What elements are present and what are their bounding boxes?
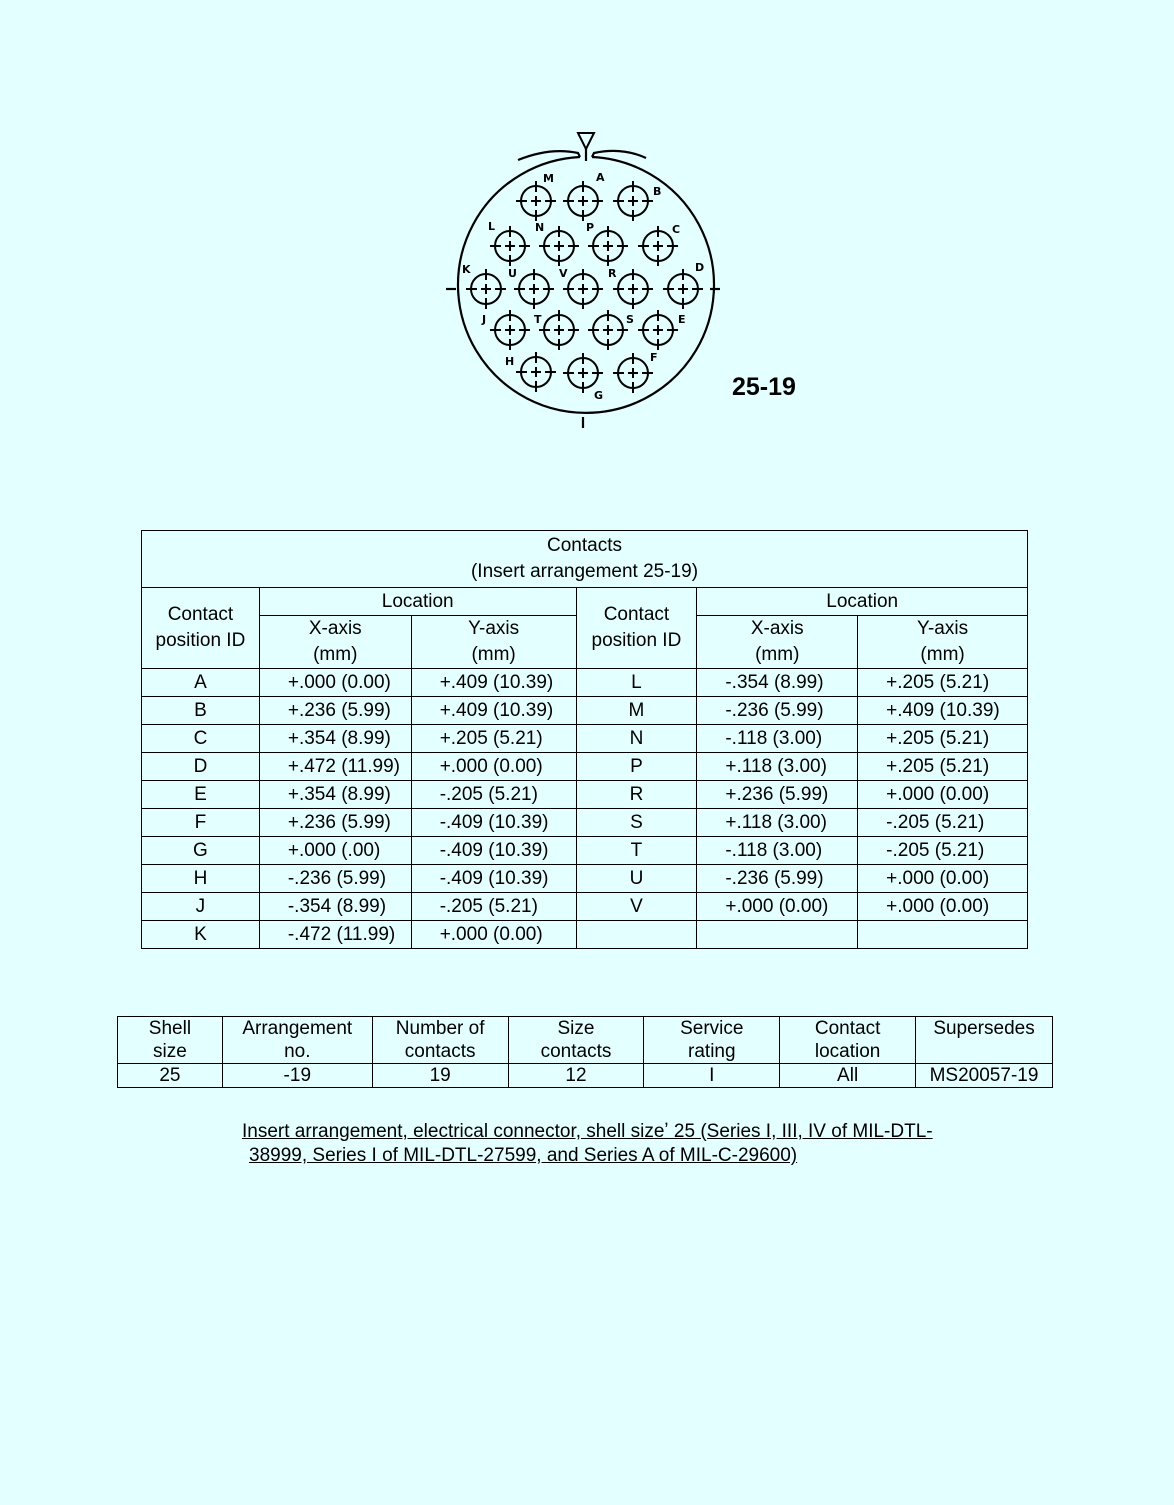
header-contact-position-id: Contact position ID <box>142 588 260 669</box>
contact-id: H <box>142 865 260 893</box>
shell-header-cell: Number of contacts <box>372 1017 508 1064</box>
contact-pin-l <box>490 226 530 266</box>
y-value: -.205 (5.21) <box>411 893 576 921</box>
contacts-location-table <box>141 530 1028 949</box>
y-value-2: +.000 (0.00) <box>858 893 1028 921</box>
y-value-2: +.205 (5.21) <box>858 753 1028 781</box>
contacts-table-title: Contacts (Insert arrangement 25-19) <box>142 531 1028 588</box>
y-value: +.409 (10.39) <box>411 669 576 697</box>
shell-value-cell: I <box>644 1064 780 1088</box>
contact-id-2: R <box>576 781 697 809</box>
contact-pin-j <box>490 310 530 350</box>
contact-pin-e <box>638 310 678 350</box>
contact-pin-g <box>563 353 603 393</box>
x-value-2 <box>697 921 858 949</box>
x-value-2: +.118 (3.00) <box>697 753 858 781</box>
shell-summary-table <box>117 1016 1053 1088</box>
pin-label-m: M <box>543 172 554 185</box>
x-value-2: -.354 (8.99) <box>697 669 858 697</box>
y-value: -.409 (10.39) <box>411 865 576 893</box>
table-row <box>142 809 1028 837</box>
table-row <box>142 669 1028 697</box>
shell-header-cell: Shell size <box>118 1017 223 1064</box>
contact-id-2: T <box>576 837 697 865</box>
y-value: +.205 (5.21) <box>411 725 576 753</box>
x-value-2: +.118 (3.00) <box>697 809 858 837</box>
contact-id-2: S <box>576 809 697 837</box>
x-value: -.354 (8.99) <box>259 893 411 921</box>
x-value: -.472 (11.99) <box>259 921 411 949</box>
y-value: -.409 (10.39) <box>411 809 576 837</box>
table-row <box>142 865 1028 893</box>
shell-header-cell: Arrangement no. <box>222 1017 372 1064</box>
x-value-2: -.236 (5.99) <box>697 865 858 893</box>
x-value: +.000 (.00) <box>259 837 411 865</box>
pin-label-k: K <box>462 263 471 276</box>
shell-header-cell: Service rating <box>644 1017 780 1064</box>
figure-caption <box>242 1120 1002 1168</box>
arrangement-label: 25-19 <box>732 373 796 401</box>
y-value-2: +.205 (5.21) <box>858 725 1028 753</box>
contact-id: B <box>142 697 260 725</box>
y-value-2: -.205 (5.21) <box>858 837 1028 865</box>
x-value-2: -.118 (3.00) <box>697 837 858 865</box>
contact-id-2: P <box>576 753 697 781</box>
y-value-2: +.000 (0.00) <box>858 781 1028 809</box>
table-row <box>142 725 1028 753</box>
header-y-axis: Y-axis (mm) <box>411 616 576 669</box>
contact-pin-r <box>613 269 653 309</box>
pin-label-l: L <box>488 220 496 233</box>
y-value-2: -.205 (5.21) <box>858 809 1028 837</box>
header-x-axis-2: X-axis (mm) <box>697 616 858 669</box>
pin-label-r: R <box>608 267 617 280</box>
contact-pin-b <box>613 181 653 221</box>
contact-pin-d <box>663 269 703 309</box>
pin-label-g: G <box>594 389 604 402</box>
x-value: -.236 (5.99) <box>259 865 411 893</box>
contact-id: J <box>142 893 260 921</box>
x-value-2: +.000 (0.00) <box>697 893 858 921</box>
header-contact-position-id-2: Contact position ID <box>576 588 697 669</box>
shell-header-cell: Contact location <box>780 1017 916 1064</box>
x-value: +.472 (11.99) <box>259 753 411 781</box>
contact-pin-f <box>613 353 653 393</box>
pin-label-h: H <box>505 355 515 368</box>
y-value: +.000 (0.00) <box>411 753 576 781</box>
pin-label-s: S <box>626 313 634 326</box>
contact-id-2: V <box>576 893 697 921</box>
pin-label-d: D <box>695 261 705 274</box>
contact-id-2 <box>576 921 697 949</box>
contact-id: C <box>142 725 260 753</box>
pin-label-p: P <box>586 221 595 234</box>
x-value: +.236 (5.99) <box>259 809 411 837</box>
contact-id: E <box>142 781 260 809</box>
pin-label-c: C <box>672 223 681 236</box>
contact-id: K <box>142 921 260 949</box>
x-value: +.236 (5.99) <box>259 697 411 725</box>
x-value: +.354 (8.99) <box>259 725 411 753</box>
pin-label-f: F <box>650 351 658 364</box>
x-value: +.000 (0.00) <box>259 669 411 697</box>
y-value-2: +.409 (10.39) <box>858 697 1028 725</box>
contact-id-2: N <box>576 725 697 753</box>
caption-line-1: Insert arrangement, electrical connector, shell sizeʼ 25 (Series I, III, IV of MIL-DTL- <box>242 1121 933 1142</box>
shell-value-cell: 12 <box>508 1064 644 1088</box>
shell-value-cell: 19 <box>372 1064 508 1088</box>
pin-label-v: V <box>559 267 568 280</box>
pin-label-t: T <box>534 313 542 326</box>
shell-header-cell: Supersedes <box>916 1017 1053 1064</box>
table-row <box>142 781 1028 809</box>
contact-id: D <box>142 753 260 781</box>
y-value: -.205 (5.21) <box>411 781 576 809</box>
x-value-2: -.236 (5.99) <box>697 697 858 725</box>
table-row <box>142 893 1028 921</box>
header-location-2: Location <box>697 588 1028 616</box>
pin-label-u: U <box>508 267 517 280</box>
table-row <box>142 921 1028 949</box>
contact-id: A <box>142 669 260 697</box>
x-value-2: -.118 (3.00) <box>697 725 858 753</box>
contact-pin-k <box>466 269 506 309</box>
shell-header-cell: Size contacts <box>508 1017 644 1064</box>
table-row <box>142 697 1028 725</box>
contact-id-2: L <box>576 669 697 697</box>
contact-pin-t <box>539 310 579 350</box>
y-value: +.000 (0.00) <box>411 921 576 949</box>
caption-line-2: 38999, Series I of MIL-DTL-27599, and Series A of MIL-C-29600) <box>249 1145 798 1166</box>
contact-id: G <box>142 837 260 865</box>
insert-arrangement-diagram <box>440 125 730 435</box>
contact-pin-m <box>516 181 556 221</box>
pin-label-j: J <box>482 313 487 326</box>
shell-value-cell: -19 <box>222 1064 372 1088</box>
y-value: +.409 (10.39) <box>411 697 576 725</box>
y-value-2: +.000 (0.00) <box>858 865 1028 893</box>
x-value-2: +.236 (5.99) <box>697 781 858 809</box>
table-row <box>142 837 1028 865</box>
shell-value-cell: MS20057-19 <box>916 1064 1053 1088</box>
contact-id: F <box>142 809 260 837</box>
contact-pin-a <box>563 181 603 221</box>
table-row <box>142 753 1028 781</box>
contact-pin-s <box>588 310 628 350</box>
header-x-axis: X-axis (mm) <box>259 616 411 669</box>
pin-label-n: N <box>535 221 545 234</box>
pin-label-e: E <box>678 313 686 326</box>
y-value: -.409 (10.39) <box>411 837 576 865</box>
y-value-2 <box>858 921 1028 949</box>
shell-value-cell: 25 <box>118 1064 223 1088</box>
pin-label-b: B <box>653 185 662 198</box>
contact-id-2: U <box>576 865 697 893</box>
contact-pin-h <box>516 352 556 392</box>
contact-pin-v <box>563 269 603 309</box>
shell-value-cell: All <box>780 1064 916 1088</box>
y-value-2: +.205 (5.21) <box>858 669 1028 697</box>
x-value: +.354 (8.99) <box>259 781 411 809</box>
header-y-axis-2: Y-axis (mm) <box>858 616 1028 669</box>
contact-pin-n <box>539 226 579 266</box>
header-location: Location <box>259 588 576 616</box>
contact-pin-u <box>514 269 554 309</box>
contact-id-2: M <box>576 697 697 725</box>
pin-label-a: A <box>596 171 605 184</box>
